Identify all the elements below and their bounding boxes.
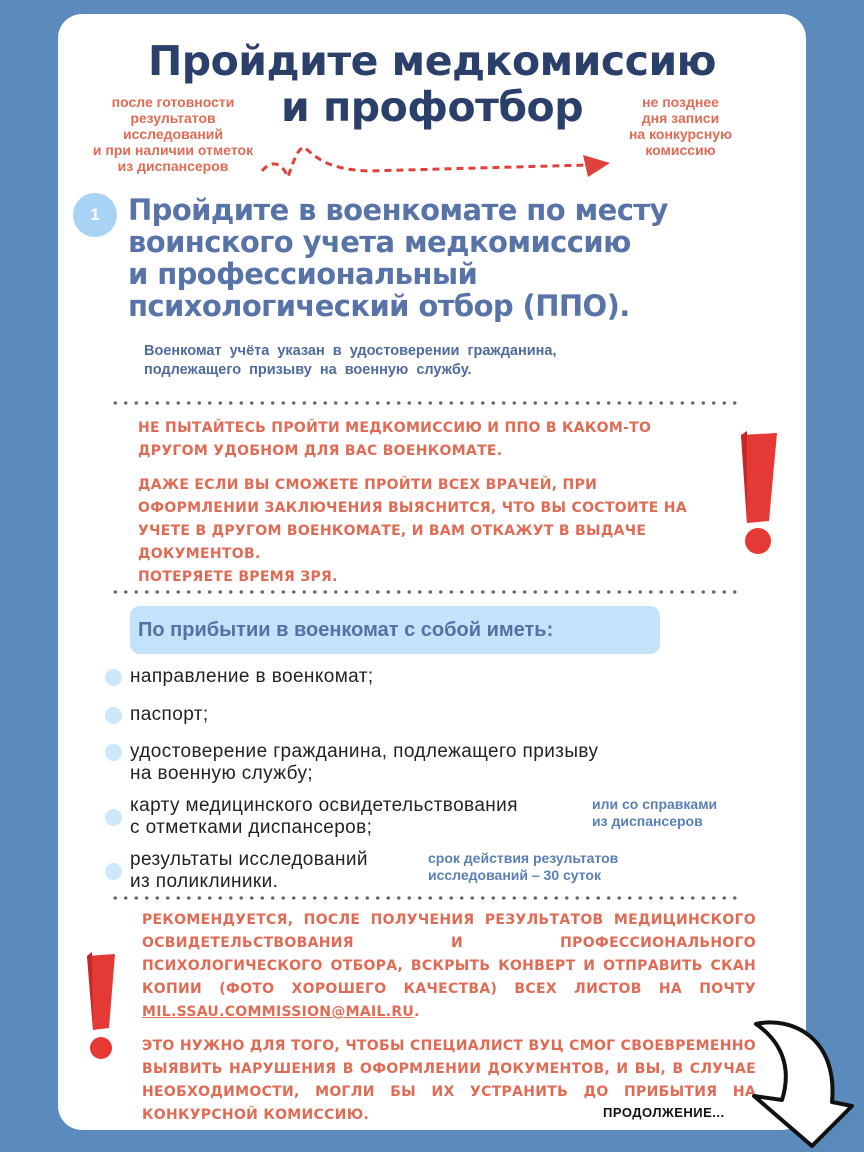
item-text: [130, 849, 368, 893]
dotted-divider: [110, 896, 740, 900]
punctuation: .: [414, 1004, 420, 1020]
step-number-badge: 1: [73, 193, 117, 237]
bullet-dot-icon: [105, 809, 122, 826]
note-line: после готовности: [111, 94, 235, 110]
item-line: из поликлиники.: [130, 871, 279, 892]
note-line: из диспансеров: [592, 813, 703, 829]
curved-arrow-down-icon[interactable]: [752, 1018, 862, 1152]
warning-block-1: [138, 417, 718, 589]
title-line-1: Пройдите медкомиссию: [147, 37, 717, 85]
note-line: Военкомат учёта указан в удостоверении гражданина,: [144, 343, 557, 359]
warning-text: ПОТЕРЯЕТЕ ВРЕМЯ ЗРЯ.: [138, 569, 338, 585]
checklist-item: [105, 795, 518, 839]
heading-line: Пройдите в военкомате по месту: [128, 193, 668, 227]
note-line: результатов: [130, 110, 216, 126]
item-line: результаты исследований: [130, 849, 368, 870]
checklist-heading: По прибытии в военкомат с собой иметь:: [130, 606, 660, 654]
bullet-dot-icon: [105, 707, 122, 724]
card-side-note: [592, 796, 717, 830]
item-text: [130, 795, 518, 839]
warning-text-span: РЕКОМЕНДУЕТСЯ, ПОСЛЕ ПОЛУЧЕНИЯ РЕЗУЛЬТАТОВ МЕДИЦИНСКОГО ОСВИДЕТЕЛЬСТВОВАНИЯ И ПРОФЕССИОНАЛЬНОГО ПСИХОЛОГИЧЕСКОГО ОТБОРА, ВСКРЫТЬ КОНВЕРТ И ОТПРАВИТЬ СКАН КОПИИ (ФОТО ХОРОШЕГО КАЧЕСТВА) ВСЕХ ЛИСТОВ НА ПОЧТУ: [142, 912, 756, 997]
item-line: удостоверение гражданина, подлежащего призыву: [130, 741, 599, 762]
note-line: дня записи: [641, 110, 720, 126]
title-line-2: и профотбор: [280, 83, 584, 131]
item-line: карту медицинского освидетельствования: [130, 795, 518, 816]
warning-text: НЕ ПЫТАЙТЕСЬ ПРОЙТИ МЕДКОМИССИЮ И ППО В КАКОМ-ТО ДРУГОМ УДОБНОМ ДЛЯ ВАС ВОЕНКОМАТЕ.: [138, 420, 652, 459]
note-line: исследований: [123, 126, 223, 142]
checklist-item: [105, 849, 368, 893]
note-line: подлежащего призыву на военную службу.: [144, 362, 472, 378]
note-line: исследований – 30 суток: [428, 867, 601, 883]
exclamation-icon: [83, 952, 123, 1062]
timing-note-left: [78, 94, 268, 174]
step-heading: [128, 194, 768, 322]
warning-text: ЭТО НУЖНО ДЛЯ ТОГО, ЧТОБЫ СПЕЦИАЛИСТ ВУЦ СМОГ СВОЕВРЕМЕННО ВЫЯВИТЬ НАРУШЕНИЯ В ОФОРМЛЕНИИ ДОКУМЕНТОВ, И ВЫ, В СЛУЧАЕ НЕОБХОДИМОСТИ, МОГЛИ БЫ ИХ УСТРАНИТЬ ДО ПРИБЫТИЯ НА КОНКУРСНОЙ КОМИССИЮ.: [142, 1038, 756, 1123]
results-validity-note: [428, 850, 618, 884]
checklist-item: [105, 741, 598, 785]
item-line: с отметками диспансеров;: [130, 817, 373, 838]
heading-line: воинского учета медкомиссию: [128, 225, 631, 259]
warning-text: ДАЖЕ ЕСЛИ ВЫ СМОЖЕТЕ ПРОЙТИ ВСЕХ ВРАЧЕЙ, ПРИ ОФОРМЛЕНИИ ЗАКЛЮЧЕНИЯ ВЫЯСНИТСЯ, ЧТО ВЫ СОСТОИТЕ НА УЧЕТЕ В ДРУГОМ ВОЕНКОМАТЕ, И ВАМ ОТКАЖУТ В ВЫДАЧЕ ДОКУМЕНТОВ.: [138, 477, 687, 562]
checklist-item: [105, 704, 209, 726]
dashed-arrow-icon: [258, 139, 618, 184]
note-line: не позднее: [642, 94, 719, 110]
dotted-divider: [110, 401, 740, 405]
item-text: [130, 741, 598, 785]
bullet-dot-icon: [105, 863, 122, 880]
item-line: на военную службу;: [130, 763, 314, 784]
note-line: на конкурсную: [628, 126, 733, 142]
bullet-dot-icon: [105, 744, 122, 761]
note-line: срок действия результатов: [428, 850, 619, 866]
bullet-dot-icon: [105, 669, 122, 686]
info-card: [58, 14, 806, 1130]
note-line: комиссию: [645, 142, 716, 158]
checklist-item: [105, 666, 374, 688]
continue-label[interactable]: ПРОДОЛЖЕНИЕ...: [603, 1105, 725, 1120]
heading-line: психологический отбор (ППО).: [128, 289, 630, 323]
email-link[interactable]: MIL.SSAU.COMMISSION@MAIL.RU: [142, 1004, 415, 1020]
exclamation-icon: [733, 429, 783, 559]
item-text: направление в военкомат;: [130, 666, 374, 687]
military-office-note: [144, 342, 704, 380]
item-text: паспорт;: [130, 704, 209, 725]
heading-line: и профессиональный: [128, 257, 478, 291]
note-line: и при наличии отметок: [92, 142, 254, 158]
timing-note-right: [613, 94, 748, 158]
warning-text: [142, 909, 756, 1024]
note-line: или со справками: [592, 796, 718, 812]
note-line: из диспансеров: [117, 158, 229, 174]
dotted-divider: [110, 590, 740, 594]
warning-block-2: [142, 909, 756, 1127]
